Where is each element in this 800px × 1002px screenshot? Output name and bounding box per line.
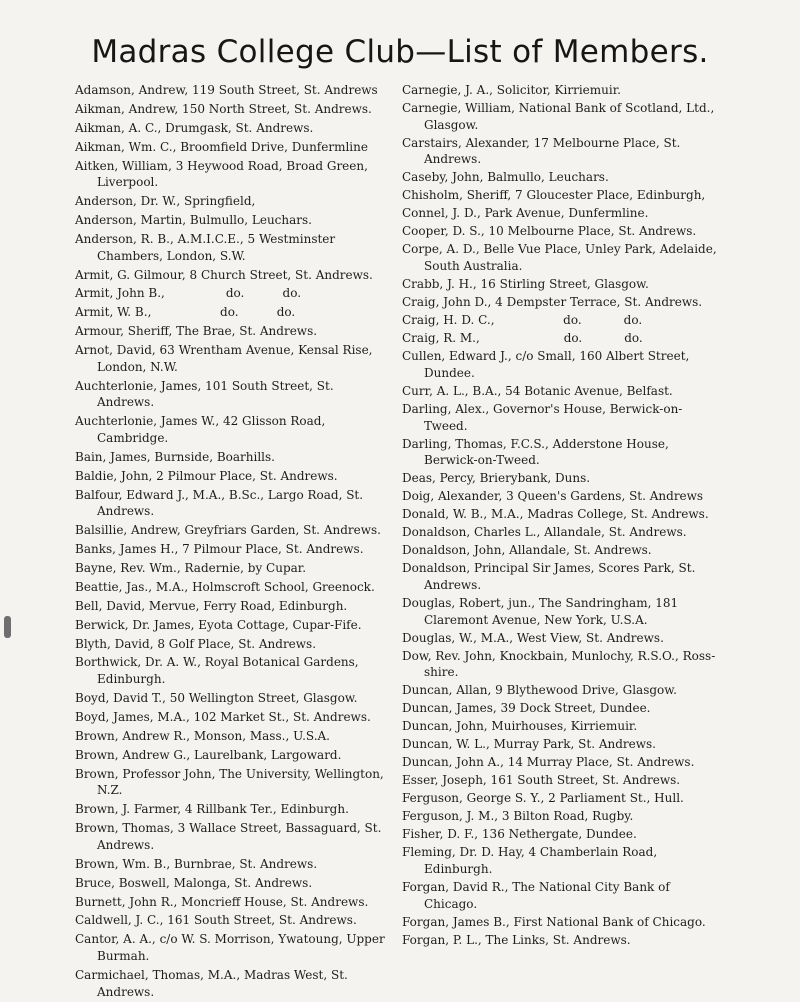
member-entry: Bell, David, Mervue, Ferry Road, Edinburgh. xyxy=(75,598,348,613)
binding-mark xyxy=(4,616,11,638)
member-entry: Auchterlonie, James W., 42 Glisson Road, Cambridge. xyxy=(75,414,330,445)
member-entry: Baldie, John, 2 Pilmour Place, St. Andrews. xyxy=(75,468,338,483)
member-entry: Brown, Andrew R., Monson, Mass., U.S.A. xyxy=(75,728,330,743)
member-entry: Caseby, John, Balmullo, Leuchars. xyxy=(402,170,609,185)
member-entry: Brown, J. Farmer, 4 Rillbank Ter., Edinburgh. xyxy=(75,802,349,817)
member-entry: Bruce, Boswell, Malonga, St. Andrews. xyxy=(75,875,313,890)
member-entry: Darling, Alex., Governor's House, Berwick-on-Tweed. xyxy=(402,401,683,433)
member-entry: Brown, Wm. B., Burnbrae, St. Andrews. xyxy=(75,856,318,871)
member-entry: Arnot, David, 63 Wrentham Avenue, Kensal Rise, London, N.W. xyxy=(75,343,377,374)
member-entry: Anderson, Martin, Bulmullo, Leuchars. xyxy=(75,213,312,228)
member-entry: Adamson, Andrew, 119 South Street, St. Andrews xyxy=(75,83,378,97)
member-entry: Carnegie, J. A., Solicitor, Kirriemuir. xyxy=(402,83,621,97)
member-entry: Armit, G. Gilmour, 8 Church Street, St. Andrews. xyxy=(75,267,373,282)
member-entry: Carmichael, Thomas, M.A., Madras West, St. Andrews. xyxy=(75,967,352,999)
member-entry: Boyd, David T., 50 Wellington Street, Glasgow. xyxy=(75,691,358,706)
member-entry: Anderson, R. B., A.M.I.C.E., 5 Westminster Chambers, London, S.W. xyxy=(75,231,339,263)
member-entry: Aikman, A. C., Drumgask, St. Andrews. xyxy=(75,120,314,135)
member-entry: Craig, R. M., do. do. xyxy=(402,331,643,346)
member-entry: Deas, Percy, Brierybank, Duns. xyxy=(402,471,591,486)
member-entry: Dow, Rev. John, Knockbain, Munlochy, R.S.O., Ross-shire. xyxy=(402,648,716,680)
member-entry: Cullen, Edward J., c/o Small, 160 Albert Street, Dundee. xyxy=(402,349,694,380)
member-entry: Borthwick, Dr. A. W., Royal Botanical Gardens, Edinburgh. xyxy=(75,655,363,687)
member-entry: Auchterlonie, James, 101 South Street, St. Andrews. xyxy=(75,378,338,410)
member-entry: Cantor, A. A., c/o W. S. Morrison, Ywatoung, Upper Burmah. xyxy=(75,932,389,963)
member-entry: Duncan, John, Muirhouses, Kirriemuir. xyxy=(402,719,638,734)
member-entry: Bain, James, Burnside, Boarhills. xyxy=(75,449,275,464)
member-entry: Curr, A. L., B.A., 54 Botanic Avenue, Belfast. xyxy=(402,383,673,398)
member-entry: Aitken, William, 3 Heywood Road, Broad Green, Liverpool. xyxy=(75,158,372,190)
member-entry: Balfour, Edward J., M.A., B.Sc., Largo Road, St. Andrews. xyxy=(75,487,367,519)
member-entry: Boyd, James, M.A., 102 Market St., St. Andrews. xyxy=(75,709,371,724)
member-entry: Caldwell, J. C., 161 South Street, St. Andrews. xyxy=(75,913,357,928)
member-entry: Douglas, Robert, jun., The Sandringham, 181 Claremont Avenue, New York, U.S.A. xyxy=(402,595,682,627)
member-entry: Brown, Thomas, 3 Wallace Street, Bassaguard, St. Andrews. xyxy=(75,821,386,852)
member-entry: Carstairs, Alexander, 17 Melbourne Place, St. Andrews. xyxy=(402,135,685,167)
member-entry: Duncan, John A., 14 Murray Place, St. Andrews. xyxy=(402,755,695,770)
member-entry: Bayne, Rev. Wm., Radernie, by Cupar. xyxy=(75,561,307,576)
member-entry: Donald, W. B., M.A., Madras College, St. Andrews. xyxy=(402,507,709,522)
member-entry: Donaldson, Principal Sir James, Scores Park, St. Andrews. xyxy=(402,561,700,592)
member-entry: Duncan, James, 39 Dock Street, Dundee. xyxy=(402,701,651,716)
member-entry: Anderson, Dr. W., Springfield, xyxy=(75,194,256,209)
member-entry: Armour, Sheriff, The Brae, St. Andrews. xyxy=(75,324,318,339)
member-entry: Corpe, A. D., Belle Vue Place, Unley Park, Adelaide, South Australia. xyxy=(402,242,721,274)
member-entry: Beattie, Jas., M.A., Holmscroft School, Greenock. xyxy=(75,579,375,594)
member-entry: Crabb, J. H., 16 Stirling Street, Glasgow. xyxy=(402,277,649,292)
member-entry: Aikman, Wm. C., Broomfield Drive, Dunfermline xyxy=(75,139,368,154)
page-title: Madras College Club—List of Members. xyxy=(91,34,709,70)
member-entry: Burnett, John R., Moncrieff House, St. Andrews. xyxy=(75,894,369,909)
member-entry: Esser, Joseph, 161 South Street, St. Andrews. xyxy=(402,773,681,788)
member-entry: Ferguson, George S. Y., 2 Parliament St., Hull. xyxy=(402,791,684,806)
member-entry: Cooper, D. S., 10 Melbourne Place, St. Andrews. xyxy=(402,224,697,239)
member-entry: Duncan, Allan, 9 Blythewood Drive, Glasgow. xyxy=(402,683,677,698)
member-entry: Chisholm, Sheriff, 7 Gloucester Place, Edinburgh, xyxy=(402,188,706,203)
member-entry: Brown, Professor John, The University, Wellington, N.Z. xyxy=(75,766,388,798)
member-entry: Forgan, P. L., The Links, St. Andrews. xyxy=(402,932,631,947)
member-entry: Connel, J. D., Park Avenue, Dunfermline. xyxy=(402,206,649,221)
members-column-right xyxy=(402,82,721,950)
member-entry: Berwick, Dr. James, Eyota Cottage, Cupar-Fife. xyxy=(75,617,362,632)
member-entry: Darling, Thomas, F.C.S., Adderstone House, Berwick-on-Tweed. xyxy=(402,436,673,468)
member-entry: Craig, H. D. C., do. do. xyxy=(402,313,643,328)
member-entry: Douglas, W., M.A., West View, St. Andrews. xyxy=(402,630,664,645)
member-entry: Armit, W. B., do. do. xyxy=(75,305,296,320)
member-entry: Doig, Alexander, 3 Queen's Gardens, St. Andrews xyxy=(402,489,704,504)
member-entry: Balsillie, Andrew, Greyfriars Garden, St. Andrews. xyxy=(75,523,381,538)
member-entry: Donaldson, John, Allandale, St. Andrews. xyxy=(402,543,652,558)
member-entry: Banks, James H., 7 Pilmour Place, St. Andrews. xyxy=(75,542,364,557)
member-entry: Ferguson, J. M., 3 Bilton Road, Rugby. xyxy=(402,809,634,824)
member-entry: Fisher, D. F., 136 Nethergate, Dundee. xyxy=(402,827,637,842)
members-column-left xyxy=(75,82,389,1002)
member-entry: Aikman, Andrew, 150 North Street, St. Andrews. xyxy=(75,101,372,116)
member-entry: Donaldson, Charles L., Allandale, St. Andrews. xyxy=(402,525,687,540)
member-entry: Craig, John D., 4 Dempster Terrace, St. Andrews. xyxy=(402,295,703,310)
member-entry: Brown, Andrew G., Laurelbank, Largoward. xyxy=(75,747,342,762)
member-entry: Forgan, David R., The National City Bank of Chicago. xyxy=(402,880,674,911)
member-entry: Armit, John B., do. do. xyxy=(75,286,302,301)
member-entry: Forgan, James B., First National Bank of Chicago. xyxy=(402,914,706,929)
member-entry: Fleming, Dr. D. Hay, 4 Chamberlain Road, Edinburgh. xyxy=(402,845,661,877)
member-entry: Duncan, W. L., Murray Park, St. Andrews. xyxy=(402,737,656,752)
member-entry: Blyth, David, 8 Golf Place, St. Andrews. xyxy=(75,636,317,651)
member-entry: Carnegie, William, National Bank of Scotland, Ltd., Glasgow. xyxy=(402,101,719,132)
